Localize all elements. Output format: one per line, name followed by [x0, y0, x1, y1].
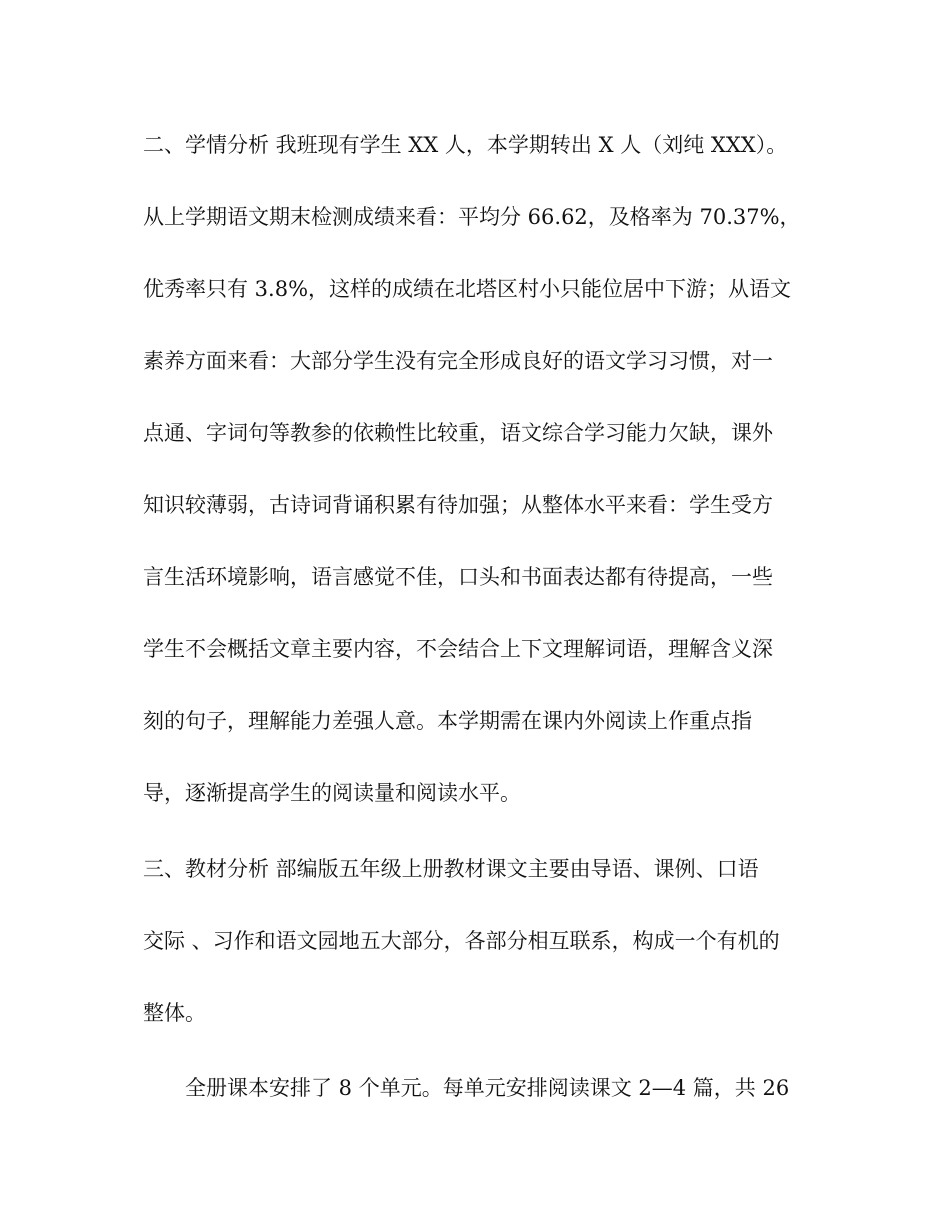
- text-line: 点通、字词句等教参的依赖性比较重，语文综合学习能力欠缺，课外: [143, 421, 773, 445]
- text-line: 言生活环境影响，语言感觉不佳，口头和书面表达都有待提高，一些: [143, 565, 773, 589]
- text-line: 从上学期语文期末检测成绩来看：平均分 66.62，及格率为 70.37%，: [143, 205, 801, 229]
- text-line: 三、教材分析 部编版五年级上册教材课文主要由导语、课例、口语: [143, 857, 759, 881]
- text-line: 全册课本安排了 8 个单元。每单元安排阅读课文 2—4 篇，共 26: [143, 1076, 790, 1100]
- text-line: 素养方面来看：大部分学生没有完全形成良好的语文学习习惯，对一: [143, 349, 773, 373]
- text-line: 导，逐渐提高学生的阅读量和阅读水平。: [143, 781, 521, 805]
- text-line: 整体。: [143, 1001, 206, 1025]
- text-line: 学生不会概括文章主要内容，不会结合上下文理解词语，理解含义深: [143, 637, 773, 661]
- text-line: 交际 、习作和语文园地五大部分，各部分相互联系，构成一个有机的: [143, 929, 780, 953]
- text-line: 优秀率只有 3.8%，这样的成绩在北塔区村小只能位居中下游；从语文: [143, 277, 792, 301]
- text-line: 刻的句子，理解能力差强人意。本学期需在课内外阅读上作重点指: [143, 709, 752, 733]
- text-line: 知识较薄弱，古诗词背诵积累有待加强；从整体水平来看：学生受方: [143, 493, 773, 517]
- text-line: 二、学情分析 我班现有学生 XX 人，本学期转出 X 人（刘纯 XXX）。: [143, 133, 788, 157]
